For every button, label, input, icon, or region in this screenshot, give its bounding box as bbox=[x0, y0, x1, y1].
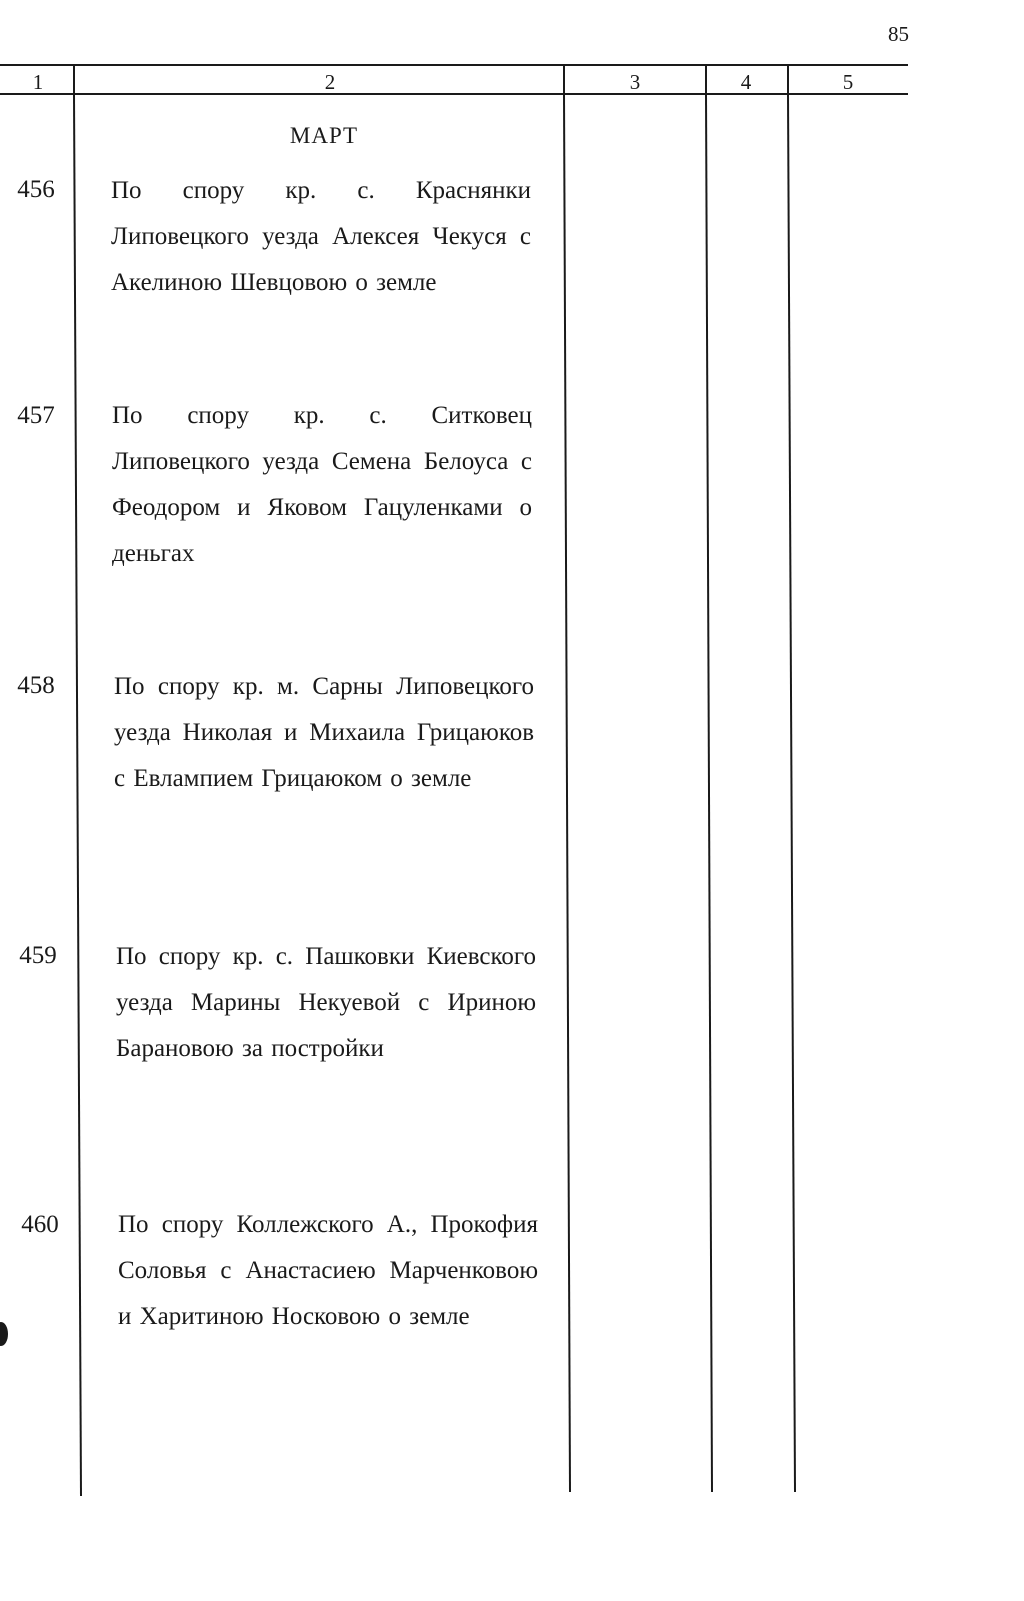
entry-number: 456 bbox=[17, 176, 55, 203]
column-line-3 bbox=[706, 94, 712, 1492]
column-header-1: 1 bbox=[32, 70, 44, 94]
entry-text: По спору кр. с. Ситковец Липовецкого уезда Семена Белоуса с Феодором и Яковом Гацуленками о деньгах bbox=[112, 402, 532, 567]
column-header-2: 2 bbox=[324, 70, 336, 94]
page-number: 85 bbox=[888, 22, 909, 46]
month-heading: МАРТ bbox=[289, 123, 359, 148]
column-header-5: 5 bbox=[842, 70, 854, 94]
column-line-2 bbox=[564, 94, 570, 1492]
entry-number: 457 bbox=[17, 402, 55, 429]
entry-number: 460 bbox=[21, 1211, 59, 1238]
entry-text: По спору кр. с. Пашковки Киевского уезда Марины Некуевой с Ириною Барановою за постройки bbox=[116, 943, 536, 1062]
entry-number: 458 bbox=[17, 672, 55, 699]
column-header-3: 3 bbox=[629, 70, 641, 94]
entry-text: По спору Коллежского А., Прокофия Соловья с Анастасиею Марченковою и Харитиною Носковою о земле bbox=[118, 1211, 538, 1330]
column-header-4: 4 bbox=[740, 70, 752, 94]
entry-number: 459 bbox=[19, 942, 57, 969]
entry-text: По спору кр. м. Сарны Липовецкого уезда Николая и Михаила Грицаюков с Евлампием Грицаюком о земле bbox=[114, 673, 534, 792]
column-line-4 bbox=[788, 94, 795, 1492]
entry-text: По спору кр. с. Краснянки Липовецкого уезда Алексея Чекуся с Акелиною Шевцовою о земле bbox=[111, 177, 531, 296]
column-line-1 bbox=[74, 94, 81, 1496]
